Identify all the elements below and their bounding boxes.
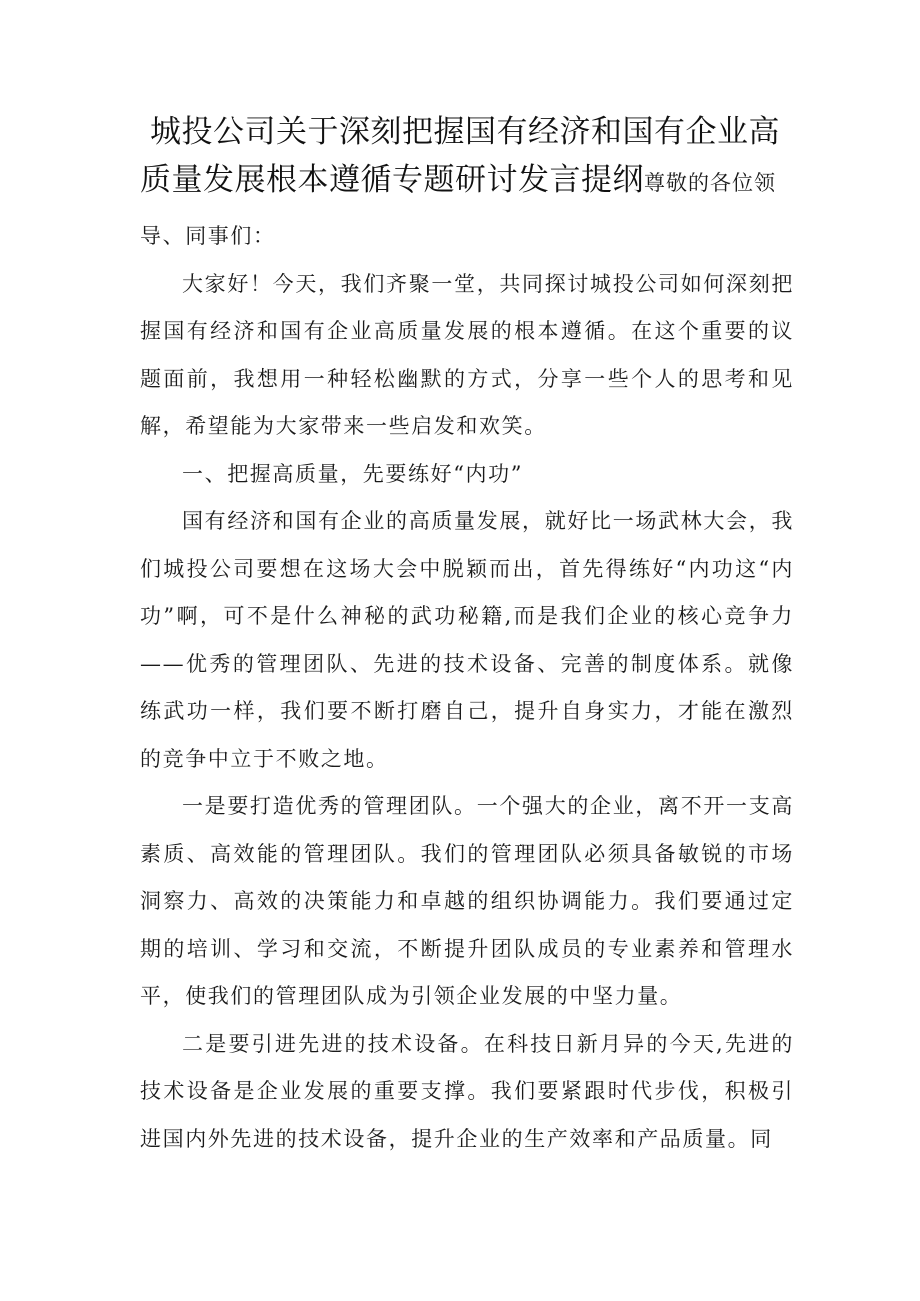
paragraph-internal-skill: 国有经济和国有企业的高质量发展，就好比一场武林大会，我们城投公司要想在这场大会中脱颖而出，首先得练好“内功这“内功”啊，可不是什么神秘的武功秘籍,而是我们企业的核心竞争力——优秀的管理团队、先进的技术设备、完善的制度体系。就像练武功一样，我们要不断打磨自己，提升自身实力，才能在激烈的竞争中立于不败之地。: [140, 509, 794, 771]
salutation-end: 导、同事们：: [140, 224, 276, 248]
paragraph-technology: 二是要引进先进的技术设备。在科技日新月异的今天,先进的技术设备是企业发展的重要支撑。我们要紧跟时代步伐，积极引进国内外先进的技术设备，提升企业的生产效率和产品质量。同: [140, 1031, 794, 1151]
paragraph-management-team: 一是要打造优秀的管理团队。一个强大的企业，离不开一支高素质、高效能的管理团队。我们的管理团队必须具备敏锐的市场洞察力、高效的决策能力和卓越的组织协调能力。我们要通过定期的培训、学习和交流，不断提升团队成员的专业素养和管理水平，使我们的管理团队成为引领企业发展的中坚力量。: [140, 794, 794, 1008]
document-body: [140, 213, 794, 1163]
title-text-line-1: 城投公司关于深刻把握国有经济和国有企业高: [150, 114, 780, 150]
paragraph-opening: 大家好！今天，我们齐聚一堂，共同探讨城投公司如何深刻把握国有经济和国有企业高质量发展的根本遵循。在这个重要的议题面前，我想用一种轻松幽默的方式，分享一些个人的思考和见解，希望能为大家带来一些启发和欢笑。: [140, 271, 794, 438]
document-title-line-1: [140, 108, 794, 156]
document-content: [140, 108, 794, 1163]
salutation-start: 尊敬的各位领: [644, 171, 776, 195]
section-heading: 一、把握高质量，先要练好“内功”: [182, 461, 524, 486]
document-title-line-2: [140, 156, 794, 207]
title-text-line-2: 质量发展根本遵循专题研讨发言提纲: [140, 162, 644, 198]
